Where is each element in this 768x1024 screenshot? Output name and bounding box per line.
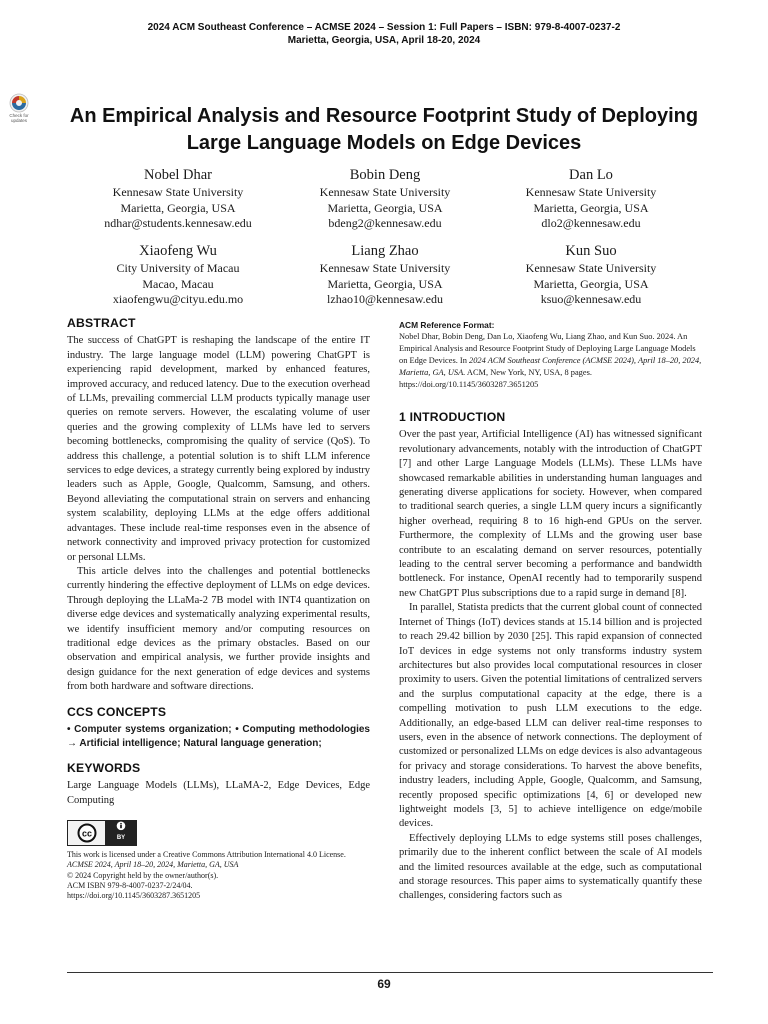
author-name: Kun Suo [565, 243, 617, 259]
license-line-2: ACMSE 2024, April 18–20, 2024, Marietta, GA, USA [67, 860, 239, 870]
author-email[interactable]: ndhar@students.kennesaw.edu [104, 216, 252, 230]
author-location: Marietta, Georgia, USA [327, 276, 443, 291]
author-name: Dan Lo [569, 167, 613, 183]
author-email[interactable]: dlo2@kennesaw.edu [541, 216, 641, 230]
license-text [67, 850, 370, 901]
footer-rule [67, 972, 713, 973]
ccs-concepts-text: • Computer systems organization; • Computing methodologies → Artificial intelligence; Natural language generation; [67, 723, 370, 749]
author-name: Liang Zhao [351, 243, 419, 259]
license-doi-link[interactable]: https://doi.org/10.1145/3603287.3651205 [67, 891, 201, 900]
author-affiliation: Kennesaw State University [319, 185, 451, 199]
introduction-paragraph-2: In parallel, Statista predicts that the current global count of connected Internet of Things (IoT) devices stands at 15.14 billion and is projected to reach 29.42 billion by 2030 [25]. This rapid expansion of connected IoT devices in edge systems not only transforms industry system architectures but also provides local computational resources in closer proximity to users. Given the potential limitations of centralized servers and the surplus computational capacity at the edge, there is a compelling motivation to push LLM executions to the edge. Additionally, an edge-based LLM can deliver real-time responses to users, even in the absence of network connections. The deployment of customized or personalized LLMs on edge devices is also advantageous for privacy and storage considerations. To harvest the above benefits, industry leaders, including Apple, Google, Qualcomm, and Samsung, recently proposed specific optimizations [4, 6] or developed new lightweight models [3, 5] to achieve intelligence on edge/mobile devices. [399, 602, 702, 830]
author-email[interactable]: ksuo@kennesaw.edu [540, 292, 642, 306]
left-column [67, 316, 370, 901]
title-line-2: Large Language Models on Edge Devices [186, 132, 582, 154]
reference-venue: 2024 ACM Southeast Conference (ACMSE 2024), April 18–20, 2024, Marietta, GA, USA. [399, 356, 702, 377]
badge-text-1: Check for [9, 113, 29, 118]
right-column [399, 319, 702, 904]
author-affiliation: City University of Macau [116, 261, 240, 275]
introduction-paragraph-1: Over the past year, Artificial Intelligence (AI) has witnessed significant revolutionary advancements, notably with the introduction of ChatGPT [7] and other Large Language Models (LLMs). These LLMs have showcased remarkable abilities in understanding human languages and generating diverse applications for society. However, when compared to traditional search queries, a single LLM query incurs a significantly higher overhead, requiring 8 to 16 high-end GPUs on the server. Furthermore, the complexity of LLMs and the growing user base contribute to an escalating demand on server resources, potentially leading to the central server becoming a performance and bandwidth bottleneck. For instance, OpenAI recently had to temporarily suspend new ChatGPT Plus subscriptions due to a rapid surge in demand [8]. [399, 429, 702, 599]
author-location: Marietta, Georgia, USA [533, 200, 649, 215]
badge-text-2: updates [10, 118, 27, 123]
acm-reference-format [399, 319, 702, 391]
cc-by-badge[interactable] [67, 820, 137, 846]
author-name: Bobin Deng [349, 167, 421, 183]
author-location: Marietta, Georgia, USA [120, 200, 236, 215]
author-block [280, 166, 490, 232]
author-name: Xiaofeng Wu [139, 243, 217, 259]
running-header-line-2: Marietta, Georgia, USA, April 18-20, 2024 [287, 35, 481, 46]
paper-title [0, 103, 768, 157]
reference-citation [399, 331, 702, 391]
reference-tail[interactable]: ACM, New York, NY, USA, 8 pages. https://doi.org/10.1145/3603287.3651205 [399, 368, 592, 389]
author-affiliation: Kennesaw State University [525, 261, 657, 275]
author-email[interactable]: bdeng2@kennesaw.edu [328, 216, 442, 230]
cc-icon [68, 821, 106, 845]
page-number: 69 [377, 977, 391, 991]
author-email[interactable]: lzhao10@kennesaw.edu [327, 292, 443, 306]
reference-format-heading: ACM Reference Format: [399, 320, 495, 330]
introduction-heading: 1 INTRODUCTION [399, 410, 506, 424]
keywords-text: Large Language Models (LLMs), LLaMA-2, Edge Devices, Edge Computing [67, 780, 370, 806]
author-affiliation: Kennesaw State University [525, 185, 657, 199]
cc-by-label: BY [116, 834, 126, 841]
author-affiliation: Kennesaw State University [319, 261, 451, 275]
reference-authors: Nobel Dhar, Bobin Deng, Dan Lo, Xiaofeng Wu, Liang Zhao, and Kun Suo. 2024. An Empirical Analysis and Resource Footprint Study of Deploying Large Language Models on Edge Devices. In [399, 332, 696, 365]
author-location: Marietta, Georgia, USA [533, 276, 649, 291]
keywords-heading: KEYWORDS [67, 760, 141, 775]
license-block [67, 820, 370, 901]
license-line-1: This work is licensed under a Creative Commons Attribution International 4.0 License. [67, 850, 346, 860]
svg-text:cc: cc [81, 828, 92, 839]
author-block [73, 166, 283, 232]
abstract-paragraph-2: This article delves into the challenges and potential bottlenecks currently hindering the effective deployment of LLMs on edge devices. Through deploying the LLaMa-2 7B model with INT4 quantization on diverse edge devices and systematically analyzing experimental results, we identify insufficient memory and/or computing resources on traditional edge devices as the primary obstacles. Based on our observation and empirical analysis, we further provide insights and design guidance for the next generation of edge devices and systems from both hardware and software directions. [67, 565, 370, 693]
running-header-line-1: 2024 ACM Southeast Conference – ACMSE 2024 – Session 1: Full Papers – ISBN: 979-8-4007-0237-2 [147, 22, 621, 33]
abstract-heading: ABSTRACT [67, 316, 136, 330]
title-line-1: An Empirical Analysis and Resource Footprint Study of Deploying [69, 105, 699, 127]
author-name: Nobel Dhar [143, 167, 213, 183]
author-block [280, 242, 490, 308]
author-block [73, 242, 283, 308]
author-location: Macao, Macau [142, 276, 214, 291]
license-line-3: © 2024 Copyright held by the owner/author(s). [67, 870, 219, 880]
author-block [486, 166, 696, 232]
author-location: Marietta, Georgia, USA [327, 200, 443, 215]
license-line-4: ACM ISBN 979-8-4007-0237-2/24/04. [67, 880, 193, 890]
attribution-icon [106, 821, 136, 845]
ccs-heading: CCS CONCEPTS [67, 704, 167, 719]
author-affiliation: Kennesaw State University [112, 185, 244, 199]
introduction-paragraph-3: Effectively deploying LLMs to edge systems still poses challenges, primarily due to the inherent conflict between the scale of AI models and the limited resources available at the edge, such as computational and storage resources. This paper aims to systematically quantify these challenges, considering factors such as [399, 832, 702, 902]
author-block [486, 242, 696, 308]
author-email[interactable]: xiaofengwu@cityu.edu.mo [112, 292, 244, 306]
abstract-paragraph-1: The success of ChatGPT is reshaping the landscape of the entire IT industry. The large language model (LLM) powering ChatGPT is experiencing rapid development, marked by enhanced features, improved accuracy, and reduced latency. Due to the execution overhead of LLMs, prevailing commercial LLM products typically manage user queries on remote servers. However, the escalating volume of user queries and the growing complexity of LLMs have led to servers becoming bottlenecks, compromising the quality of service (QoS). To address this challenge, a potential solution is to shift LLM inference services to edge devices, a strategy currently being explored by industry leaders such as Apple, Google, Qualcomm, Samsung, and others. Beyond alleviating the computational strain on servers and enhancing system scalability, deploying LLMs at the edge offers additional advantages. These include real-time responses even in the absence of network connectivity and improved privacy protection for customized or personal LLMs. [67, 335, 370, 563]
